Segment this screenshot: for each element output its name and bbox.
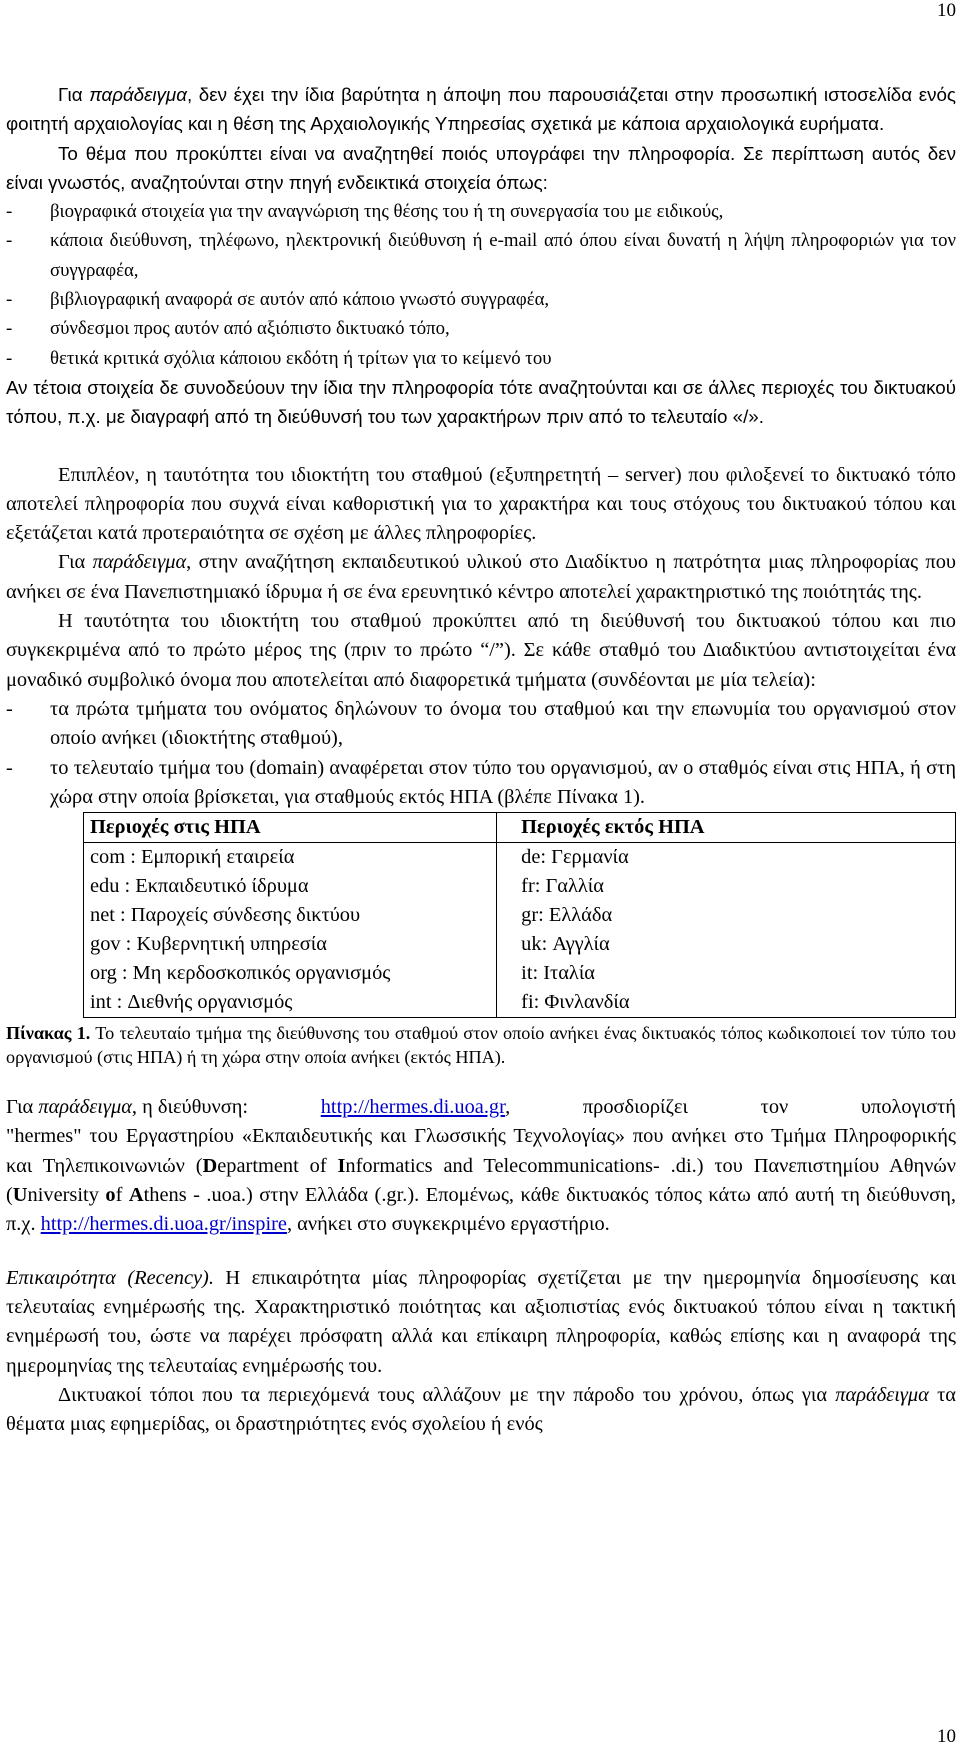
example-url-line: Για παράδειγμα, η διεύθυνση: http://hermes.di.uoa.gr, προσδιορίζει τον υπολογιστή xyxy=(6,1096,956,1119)
domain-table xyxy=(83,812,956,1018)
table-row: org : Μη κερδοσκοπικός οργανισμός it: Ιταλία xyxy=(84,959,956,988)
paragraph-example: Για παράδειγμα, δεν έχει την ίδια βαρύτητα η άποψη που παρουσιάζεται στην προσωπική ιστοσελίδα ενός φοιτητή αρχαιολογίας και η θέση της Αρχαιολογικής Υπηρεσίας σχετικά με κάποια αρχαιολογικά ευρήματα. xyxy=(6,84,956,135)
page-number-top: 10 xyxy=(937,0,956,21)
paragraph-changing-sites: Δικτυακοί τόποι που τα περιεχόμενά τους αλλάζουν με την πάροδο του χρόνου, όπως για παράδειγμα τα θέματα μιας εφημερίδας, οι δραστηριότητες ενός σχολείου ή ενός xyxy=(6,1383,956,1436)
page-number-bottom: 10 xyxy=(937,1726,956,1747)
paragraph-hermes-example: "hermes" του Εργαστηρίου «Εκπαιδευτικής και Γλωσσικής Τεχνολογίας» που ανήκει στο Τμήμα Πληροφορικής και Τηλεπικοινωνιών (Department of Informatics and Telecommunications- .di.) του Πανεπιστημίου Αθηνών (University of Athens - .uoa.) στην Ελλάδα (.gr.). Επομένως, κάθε δικτυακός τόπος κάτω από αυτή τη διεύθυνση, π.χ. http://hermes.di.uoa.gr/inspire, ανήκει στο συγκεκριμένο εργαστήριο. xyxy=(6,1125,956,1236)
table-caption: Πίνακας 1. Το τελευταίο τμήμα της διεύθυνσης του σταθμού στον οποίο ανήκει ένας δικτυακός τόπος κωδικοποιεί τον τύπο του οργανισμού (στις ΗΠΑ) ή τη χώρα στην οποία ανήκει (εκτός ΗΠΑ). xyxy=(6,1023,956,1068)
table-header-us: Περιοχές στις ΗΠΑ xyxy=(84,813,497,843)
table-header-row xyxy=(84,813,956,843)
paragraph-educational-example: Για παράδειγμα, στην αναζήτηση εκπαιδευτικού υλικού στο Διαδίκτυο η πατρότητα μιας πληροφορίας που ανήκει σε ένα Πανεπιστημιακό ίδρυμα ή σε ένα ερευνητικό κέντρο αποτελεί χαρακτηριστικό της ποιότητάς της. xyxy=(6,551,956,603)
table-row: com : Εμπορική εταιρεία de: Γερμανία xyxy=(84,843,956,873)
list-item: - το τελευταίο τμήμα του (domain) αναφέρεται στον τύπο του οργανισμού, αν ο σταθμός είναι στις ΗΠΑ, ή στη χώρα στην οποία βρίσκεται, για σταθμούς εκτός ΗΠΑ (βλέπε Πίνακα 1). xyxy=(6,756,956,808)
page-content xyxy=(6,80,956,1439)
table-header-non-us: Περιοχές εκτός ΗΠΑ xyxy=(497,813,956,843)
list-item: - θετικά κριτικά σχόλια κάποιου εκδότη ή τρίτων για το κείμενό του xyxy=(6,347,552,369)
list-item: - κάποια διεύθυνση, τηλέφωνο, ηλεκτρονική διεύθυνση ή e-mail από όπου είναι δυνατή η λήψη πληροφοριών για τον συγγραφέα, xyxy=(6,230,956,281)
section-source-identity xyxy=(6,80,956,432)
inspire-link[interactable]: http://hermes.di.uoa.gr/inspire xyxy=(40,1213,287,1236)
paragraph-who-signs: Το θέμα που προκύπτει είναι να αναζητηθεί ποιός υπογράφει την πληροφορία. Σε περίπτωση αυτός δεν είναι γνωστός, αναζητούνται στην πηγή ενδεικτικά στοιχεία όπως: xyxy=(6,142,956,193)
table-row: edu : Εκπαιδευτικό ίδρυμα fr: Γαλλία xyxy=(84,872,956,901)
paragraph-station-identity: Η ταυτότητα του ιδιοκτήτη του σταθμού προκύπτει από τη διεύθυνσή του δικτυακού τόπου και πιο συγκεκριμένα από το πρώτο μέρος της (πριν το πρώτο “/”). Σε κάθε σταθμό του Διαδικτύου αντιστοιχείται ένα μοναδικό συμβολικό όνομα που αποτελείται από διαφορετικά τμήματα (συνδέονται με μία τελεία): xyxy=(6,610,956,691)
hermes-link[interactable]: http://hermes.di.uoa.gr xyxy=(320,1096,506,1119)
paragraph-recency: Επικαιρότητα (Recency). Η επικαιρότητα μίας πληροφορίας σχετίζεται με την ημερομηνία δημοσίευσης και τελευταίας ενημέρωσής της. Χαρακτηριστικό ποιότητας και αξιοπιστίας ενός δικτυακού τόπου είναι η τακτική ενημέρωσή του, ώστε να παρέχει πρόσφατη αλλά και επίκαιρη πληροφορία, καθώς επίσης και η αναφορά της ημερομηνίας της τελευταίας ενημέρωσής του. xyxy=(6,1266,956,1377)
list-item: - τα πρώτα τμήματα του ονόματος δηλώνουν το όνομα του σταθμού και την επωνυμία του οργανισμού στον οποίο ανήκει (ιδιοκτήτης σταθμού), xyxy=(6,697,956,750)
list-item: - βιογραφικά στοιχεία για την αναγνώριση της θέσης του ή τη συνεργασία του με ειδικούς, xyxy=(6,201,724,223)
table-row: gov : Κυβερνητική υπηρεσία uk: Αγγλία xyxy=(84,930,956,959)
list-item: - βιβλιογραφική αναφορά σε αυτόν από κάποιο γνωστό συγγραφέα, xyxy=(6,289,550,311)
paragraph-other-areas: Αν τέτοια στοιχεία δε συνοδεύουν την ίδια την πληροφορία τότε αναζητούνται και σε άλλες περιοχές του δικτυακού τόπου, π.χ. με διαγραφή από τη διεύθυνσή του των χαρακτήρων πριν από το τελευταίο «/». xyxy=(6,376,956,428)
table-row: net : Παροχείς σύνδεσης δικτύου gr: Ελλάδα xyxy=(84,901,956,930)
table-row: int : Διεθνής οργανισμός fi: Φινλανδία xyxy=(84,988,956,1018)
list-item: - σύνδεσμοι προς αυτόν από αξιόπιστο δικτυακό τόπο, xyxy=(6,318,450,340)
paragraph-server-owner: Επιπλέον, η ταυτότητα του ιδιοκτήτη του σταθμού (εξυπηρετητή – server) που φιλοξενεί το δικτυακό τόπο αποτελεί πληροφορία που συχνά είναι καθοριστική για το χαρακτήρα και τους στόχους του δικτυακού τόπου και εξετάζεται κατά προτεραιότητα σε σχέση με άλλες πληροφορίες. xyxy=(6,463,956,545)
